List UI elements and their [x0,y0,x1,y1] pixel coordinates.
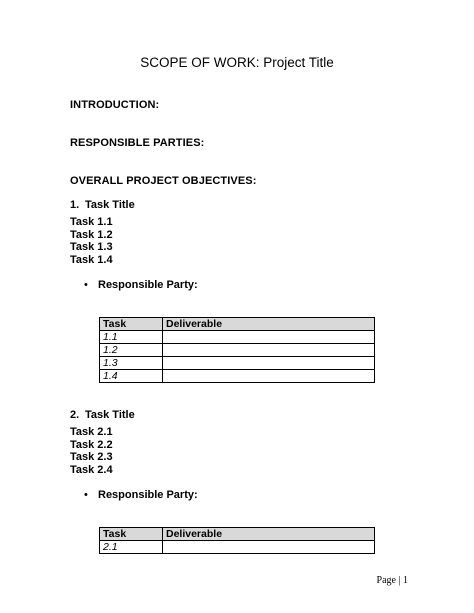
section-1-title-text: Task Title [85,199,135,211]
table-cell-task[interactable]: 1.2 [100,344,163,357]
section-2-responsible-party [84,489,198,501]
section-2-title-text: Task Title [85,409,135,421]
responsible-party-label: Responsible Party: [98,279,198,291]
section-2-task-list [70,426,113,476]
introduction-heading: INTRODUCTION: [70,99,160,111]
table-header-deliverable: Deliverable [163,528,375,541]
section-1-responsible-party [84,279,198,291]
table-header-task: Task [100,528,163,541]
table-cell-deliverable[interactable] [163,357,375,370]
table-row [100,331,375,344]
page-number-footer: Page | 1 [376,575,408,586]
table-cell-deliverable[interactable] [163,541,375,554]
responsible-party-label: Responsible Party: [98,489,198,501]
table-header-task: Task [100,318,163,331]
table-cell-deliverable[interactable] [163,344,375,357]
table-row [100,541,375,554]
task-item: Task 2.4 [70,463,113,476]
section-1-title [70,199,135,211]
table-cell-deliverable[interactable] [163,331,375,344]
task-item: Task 1.3 [70,241,113,253]
table-row [100,357,375,370]
section-1-number: 1. [70,199,80,211]
section-2-title [70,409,135,421]
table-cell-task[interactable]: 1.4 [100,370,163,383]
task-item: Task 1.1 [70,216,113,228]
table-header-row [100,528,375,541]
objectives-heading: OVERALL PROJECT OBJECTIVES: [70,175,257,187]
section-2-deliverable-table [99,527,375,554]
table-row [100,344,375,357]
task-item: Task 1.4 [70,253,113,266]
table-row [100,370,375,383]
task-item: Task 2.1 [70,426,113,438]
table-header-row [100,318,375,331]
table-cell-deliverable[interactable] [163,370,375,383]
task-item: Task 2.3 [70,451,113,463]
responsible-parties-heading: RESPONSIBLE PARTIES: [70,137,205,149]
bullet-icon: • [84,489,88,501]
section-2-number: 2. [70,409,80,421]
table-cell-task[interactable]: 1.3 [100,357,163,370]
table-cell-task[interactable]: 2.1 [100,541,163,554]
section-1-task-list [70,216,113,266]
task-item: Task 1.2 [70,228,113,241]
task-item: Task 2.2 [70,438,113,451]
table-cell-task[interactable]: 1.1 [100,331,163,344]
section-1-deliverable-table [99,317,375,383]
bullet-icon: • [84,279,88,291]
page-title: SCOPE OF WORK: Project Title [140,55,334,70]
table-header-deliverable: Deliverable [163,318,375,331]
